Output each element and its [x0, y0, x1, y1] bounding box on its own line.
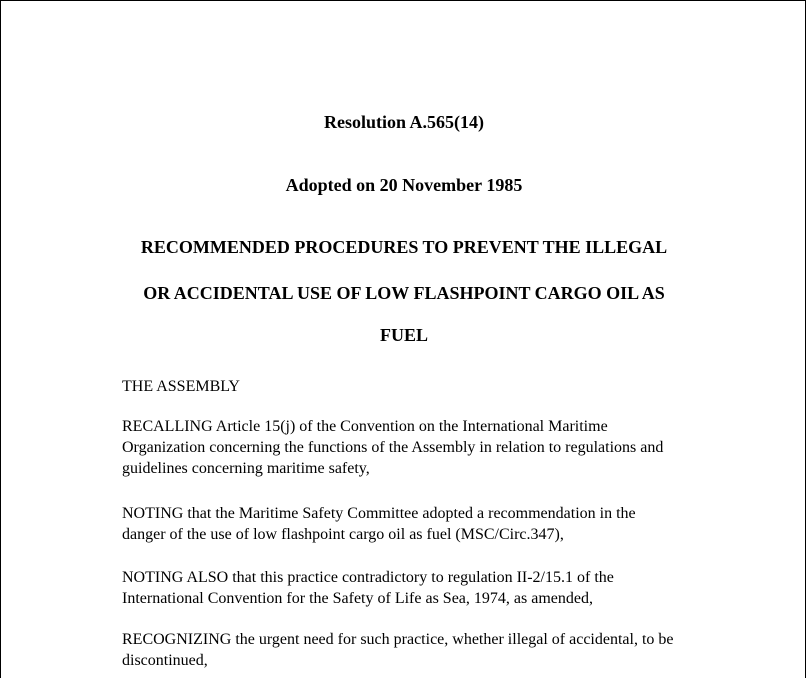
paragraph-line: NOTING ALSO that this practice contradictory to regulation II-2/15.1 of the — [122, 569, 614, 586]
resolution-number: Resolution A.565(14) — [323, 112, 484, 132]
document-heading-line-1: RECOMMENDED PROCEDURES TO PREVENT THE ILLEGAL — [140, 237, 668, 257]
adoption-date: Adopted on 20 November 1985 — [285, 175, 523, 195]
paragraph-line: NOTING that the Maritime Safety Committee adopted a recommendation in the — [122, 505, 636, 522]
paragraph-line: International Convention for the Safety of Life as Sea, 1974, as amended, — [122, 590, 593, 607]
paragraph-line: RECALLING Article 15(j) of the Convention on the International Maritime — [122, 418, 608, 435]
assembly-label: THE ASSEMBLY — [122, 378, 240, 395]
document-heading-line-2: OR ACCIDENTAL USE OF LOW FLASHPOINT CARGO OIL AS — [143, 283, 665, 303]
noting-also-paragraph — [122, 567, 614, 609]
paragraph-line: Organization concerning the functions of the Assembly in relation to regulations and — [122, 439, 664, 456]
noting-paragraph — [122, 503, 636, 545]
recognizing-paragraph — [122, 629, 674, 671]
recalling-paragraph — [122, 416, 663, 479]
paragraph-line: RECOGNIZING the urgent need for such practice, whether illegal of accidental, to be — [122, 631, 674, 648]
paragraph-line: discontinued, — [122, 652, 208, 669]
document-heading-line-3: FUEL — [379, 325, 428, 345]
paragraph-line: guidelines concerning maritime safety, — [122, 460, 370, 477]
paragraph-line: danger of the use of low flashpoint cargo oil as fuel (MSC/Circ.347), — [122, 526, 564, 543]
